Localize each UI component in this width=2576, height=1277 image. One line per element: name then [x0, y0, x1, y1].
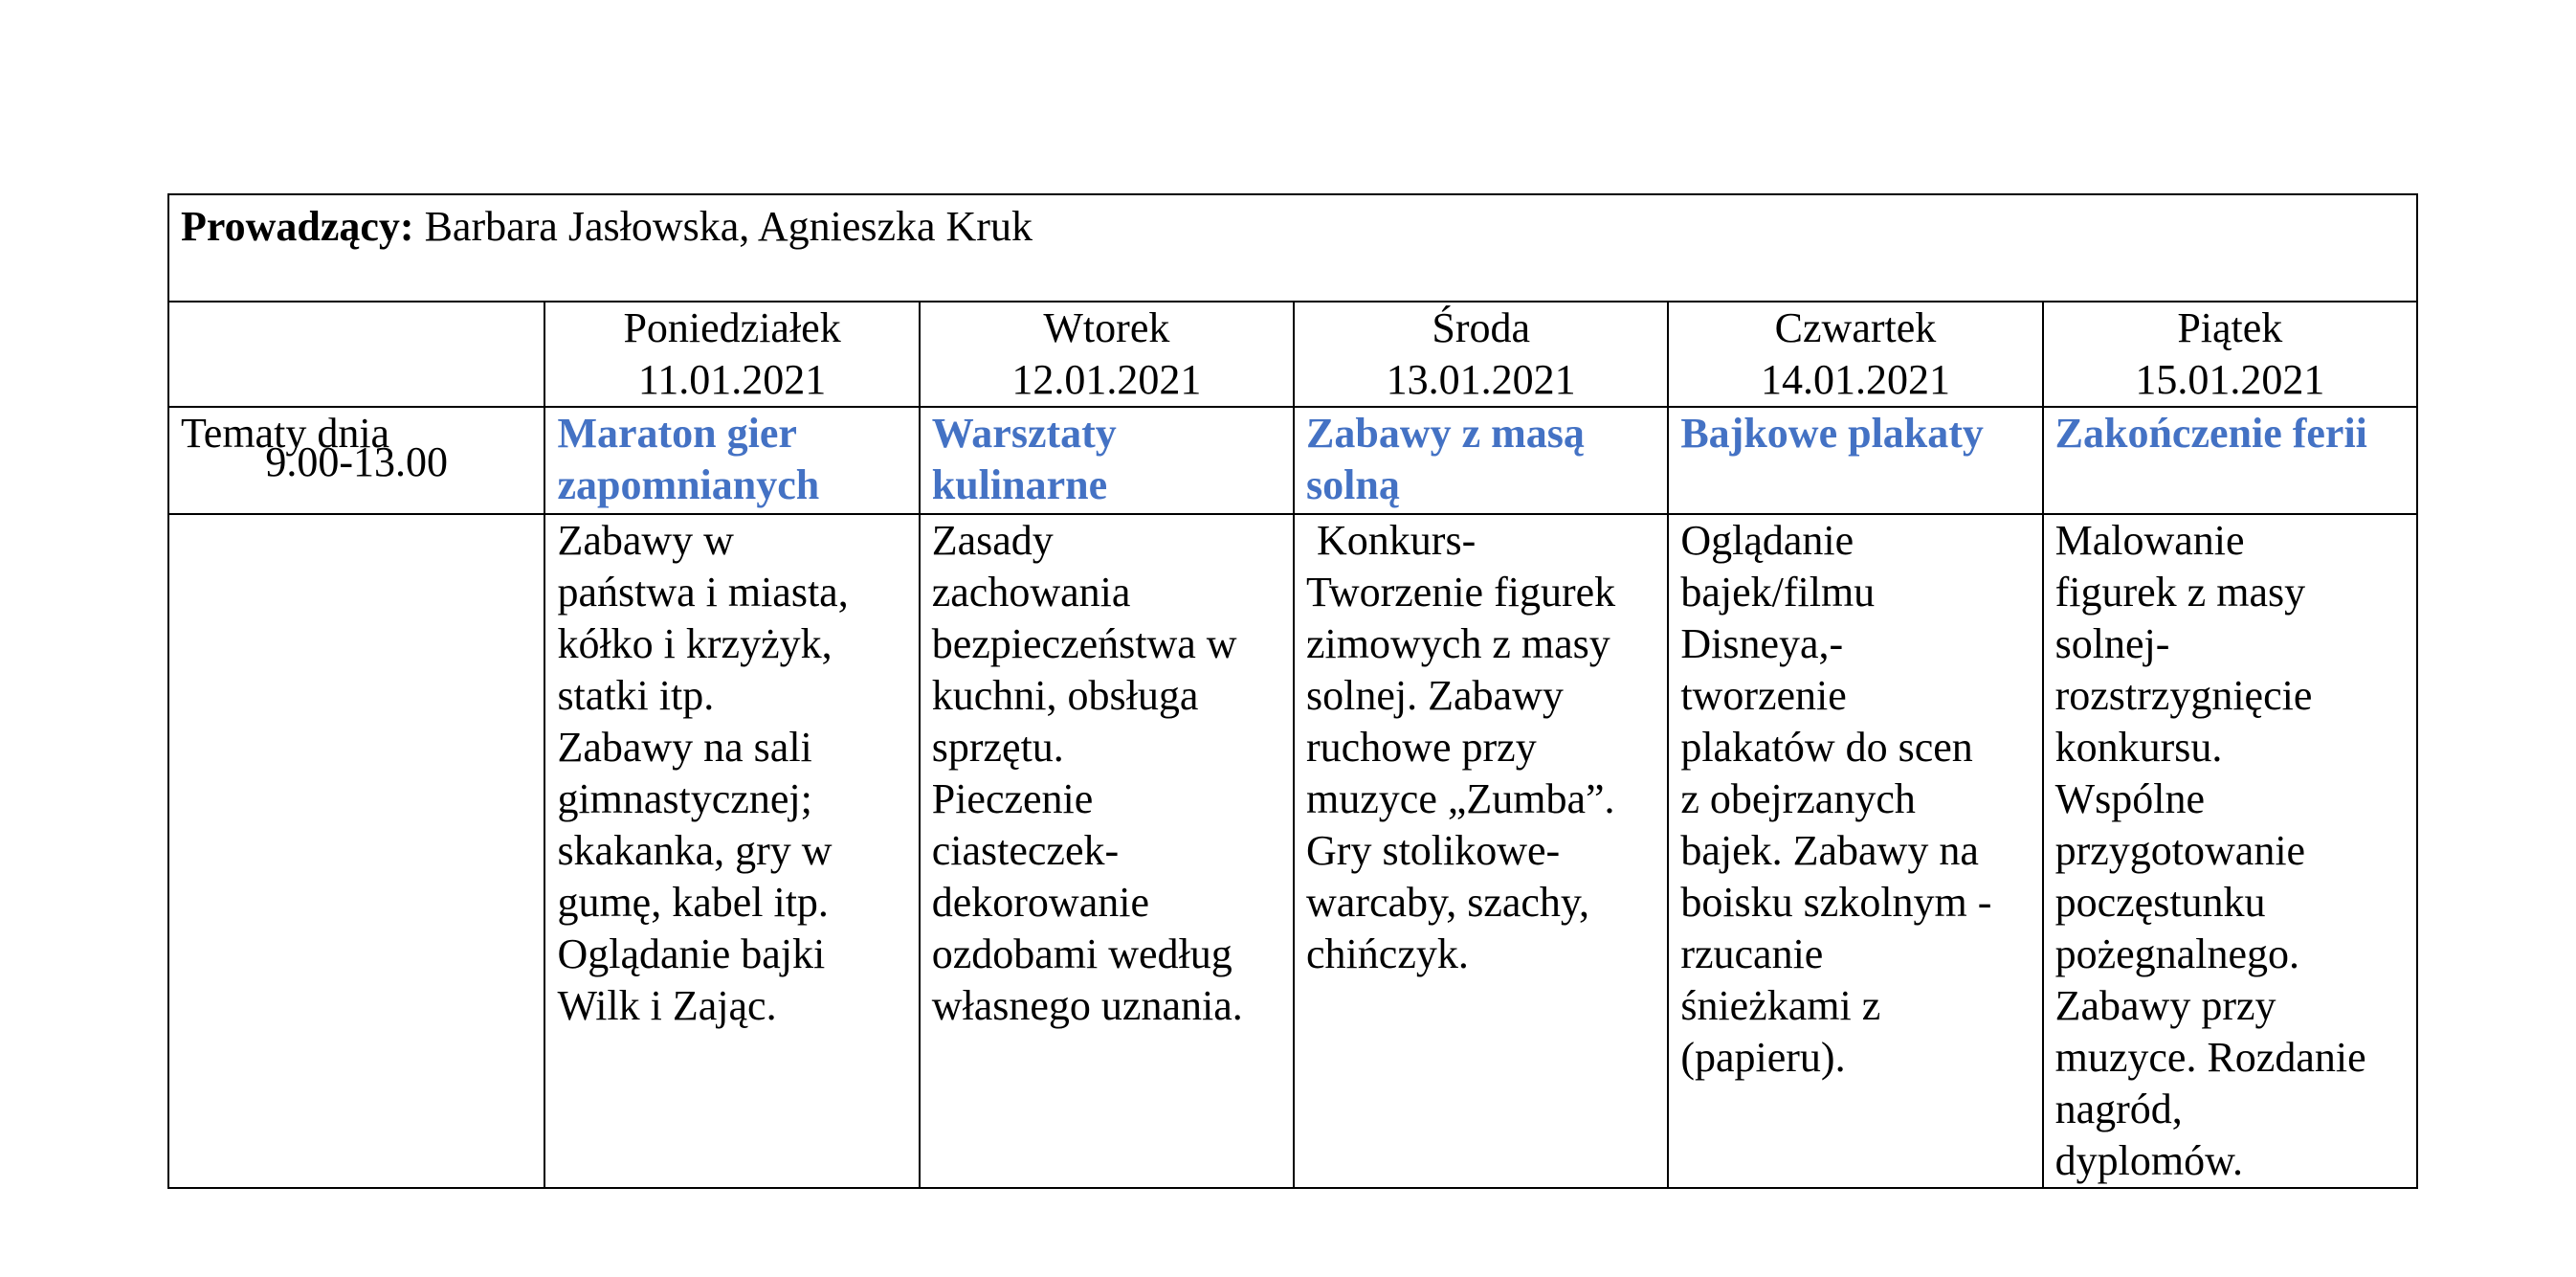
topic-cell-thursday — [1668, 407, 2042, 514]
day-header-tuesday — [920, 302, 1294, 407]
activity-line: państwa i miasta, — [557, 569, 849, 616]
topic-line: Zabawy z masą — [1306, 410, 1585, 457]
activity-cell-thursday — [1668, 514, 2042, 1188]
time-cell — [168, 438, 544, 1188]
day-date: 11.01.2021 — [637, 356, 827, 403]
activity-line: kuchni, obsługa — [931, 672, 1199, 719]
activity-line: Wilk i Zając. — [557, 982, 777, 1029]
day-name: Poniedziałek — [623, 304, 841, 351]
topic-line: Zakończenie ferii — [2054, 410, 2367, 457]
lead-label: Prowadzący: — [181, 203, 414, 250]
lead-cell — [168, 194, 2417, 302]
day-header-row — [168, 302, 2417, 407]
topics-row — [168, 407, 2417, 514]
activity-line: z obejrzanych — [1680, 775, 1916, 822]
activity-line: Zabawy na sali — [557, 724, 812, 771]
activity-cell-wednesday — [1294, 514, 1668, 1188]
day-name: Wtorek — [1043, 304, 1170, 351]
activity-line: Konkurs- — [1306, 517, 1477, 564]
activity-line: rozstrzygnięcie — [2054, 672, 2313, 719]
day-date: 14.01.2021 — [1760, 356, 1950, 403]
activity-line: Disneya,- — [1680, 620, 1844, 667]
activity-line: gimnastycznej; — [557, 775, 812, 822]
activity-line: muzyce „Zumba”. — [1306, 775, 1615, 822]
topic-line: zapomnianych — [557, 461, 820, 508]
activity-line: Zasady — [931, 517, 1054, 564]
activity-line: chińczyk. — [1306, 930, 1469, 977]
activity-line: solnej- — [2054, 620, 2170, 667]
topic-cell-tuesday — [920, 407, 1294, 514]
day-header-thursday — [1668, 302, 2042, 407]
activity-line: bezpieczeństwa w — [931, 620, 1237, 667]
topic-cell-wednesday — [1294, 407, 1668, 514]
activity-line: Tworzenie figurek — [1306, 569, 1616, 616]
day-name: Czwartek — [1774, 304, 1937, 351]
activity-line: kółko i krzyżyk, — [557, 620, 833, 667]
activity-line: Oglądanie bajki — [557, 930, 826, 977]
time-range: 9.00-13.00 — [265, 438, 449, 485]
activity-line: własnego uznania. — [931, 982, 1243, 1029]
activity-line: Pieczenie — [931, 775, 1094, 822]
header-corner-cell — [168, 302, 544, 407]
day-date: 12.01.2021 — [1011, 356, 1202, 403]
lead-row — [168, 194, 2417, 302]
activity-line: ciasteczek- — [931, 827, 1120, 874]
topic-cell-friday — [2043, 407, 2417, 514]
topic-line: Maraton gier — [557, 410, 797, 457]
activity-cell-tuesday — [920, 514, 1294, 1188]
day-name: Piątek — [2177, 304, 2283, 351]
activity-line: rzucanie — [1680, 930, 1824, 977]
activity-line: dekorowanie — [931, 879, 1149, 926]
activity-line: warcaby, szachy, — [1306, 879, 1590, 926]
activity-line: Zabawy w — [557, 517, 734, 564]
day-header-monday — [544, 302, 919, 407]
activity-cell-monday — [544, 514, 919, 1188]
activity-line: zachowania — [931, 569, 1131, 616]
activity-line: bajek. Zabawy na — [1680, 827, 1979, 874]
activity-line: tworzenie — [1680, 672, 1847, 719]
topic-line: Warsztaty — [931, 410, 1117, 457]
activity-line: sprzętu. — [931, 724, 1064, 771]
activity-line: pożegnalnego. — [2054, 930, 2299, 977]
day-header-friday — [2043, 302, 2417, 407]
activity-line: poczęstunku — [2054, 879, 2266, 926]
lead-names: Barbara Jasłowska, Agnieszka Kruk — [413, 203, 1033, 250]
activity-line: muzyce. Rozdanie — [2054, 1034, 2366, 1081]
topic-line: Bajkowe plakaty — [1680, 410, 1984, 457]
activity-cell-friday — [2043, 514, 2417, 1188]
activity-line: skakanka, gry w — [557, 827, 833, 874]
day-date: 15.01.2021 — [2135, 356, 2325, 403]
activity-line: figurek z masy — [2054, 569, 2306, 616]
activity-line: Zabawy przy — [2054, 982, 2276, 1029]
topic-line: solną — [1306, 461, 1400, 508]
day-date: 13.01.2021 — [1386, 356, 1576, 403]
activity-line: boisku szkolnym - — [1680, 879, 1992, 926]
activity-line: Malowanie — [2054, 517, 2245, 564]
activity-line: ruchowe przy — [1306, 724, 1537, 771]
activity-line: śnieżkami z — [1680, 982, 1881, 1029]
activity-line: plakatów do scen — [1680, 724, 1973, 771]
activity-line: ozdobami według — [931, 930, 1232, 977]
activity-line: (papieru). — [1680, 1034, 1846, 1081]
activity-line: gumę, kabel itp. — [557, 879, 829, 926]
activities-row — [168, 514, 2417, 1188]
topic-line: kulinarne — [931, 461, 1108, 508]
activity-line: Oglądanie — [1680, 517, 1854, 564]
activity-line: statki itp. — [557, 672, 715, 719]
activity-line: Wspólne — [2054, 775, 2206, 822]
activity-line: zimowych z masy — [1306, 620, 1610, 667]
topic-cell-monday — [544, 407, 919, 514]
activity-line: Gry stolikowe- — [1306, 827, 1561, 874]
schedule-table — [167, 193, 2418, 1189]
activity-line: bajek/filmu — [1680, 569, 1876, 616]
activity-line: solnej. Zabawy — [1306, 672, 1564, 719]
activity-line: nagród, — [2054, 1086, 2183, 1132]
activity-line: przygotowanie — [2054, 827, 2306, 874]
day-name: Środa — [1432, 304, 1530, 351]
activity-line: dyplomów. — [2054, 1137, 2243, 1184]
day-header-wednesday — [1294, 302, 1668, 407]
topics-row-label: Tematy dnia — [168, 407, 544, 514]
activity-line: konkursu. — [2054, 724, 2223, 771]
